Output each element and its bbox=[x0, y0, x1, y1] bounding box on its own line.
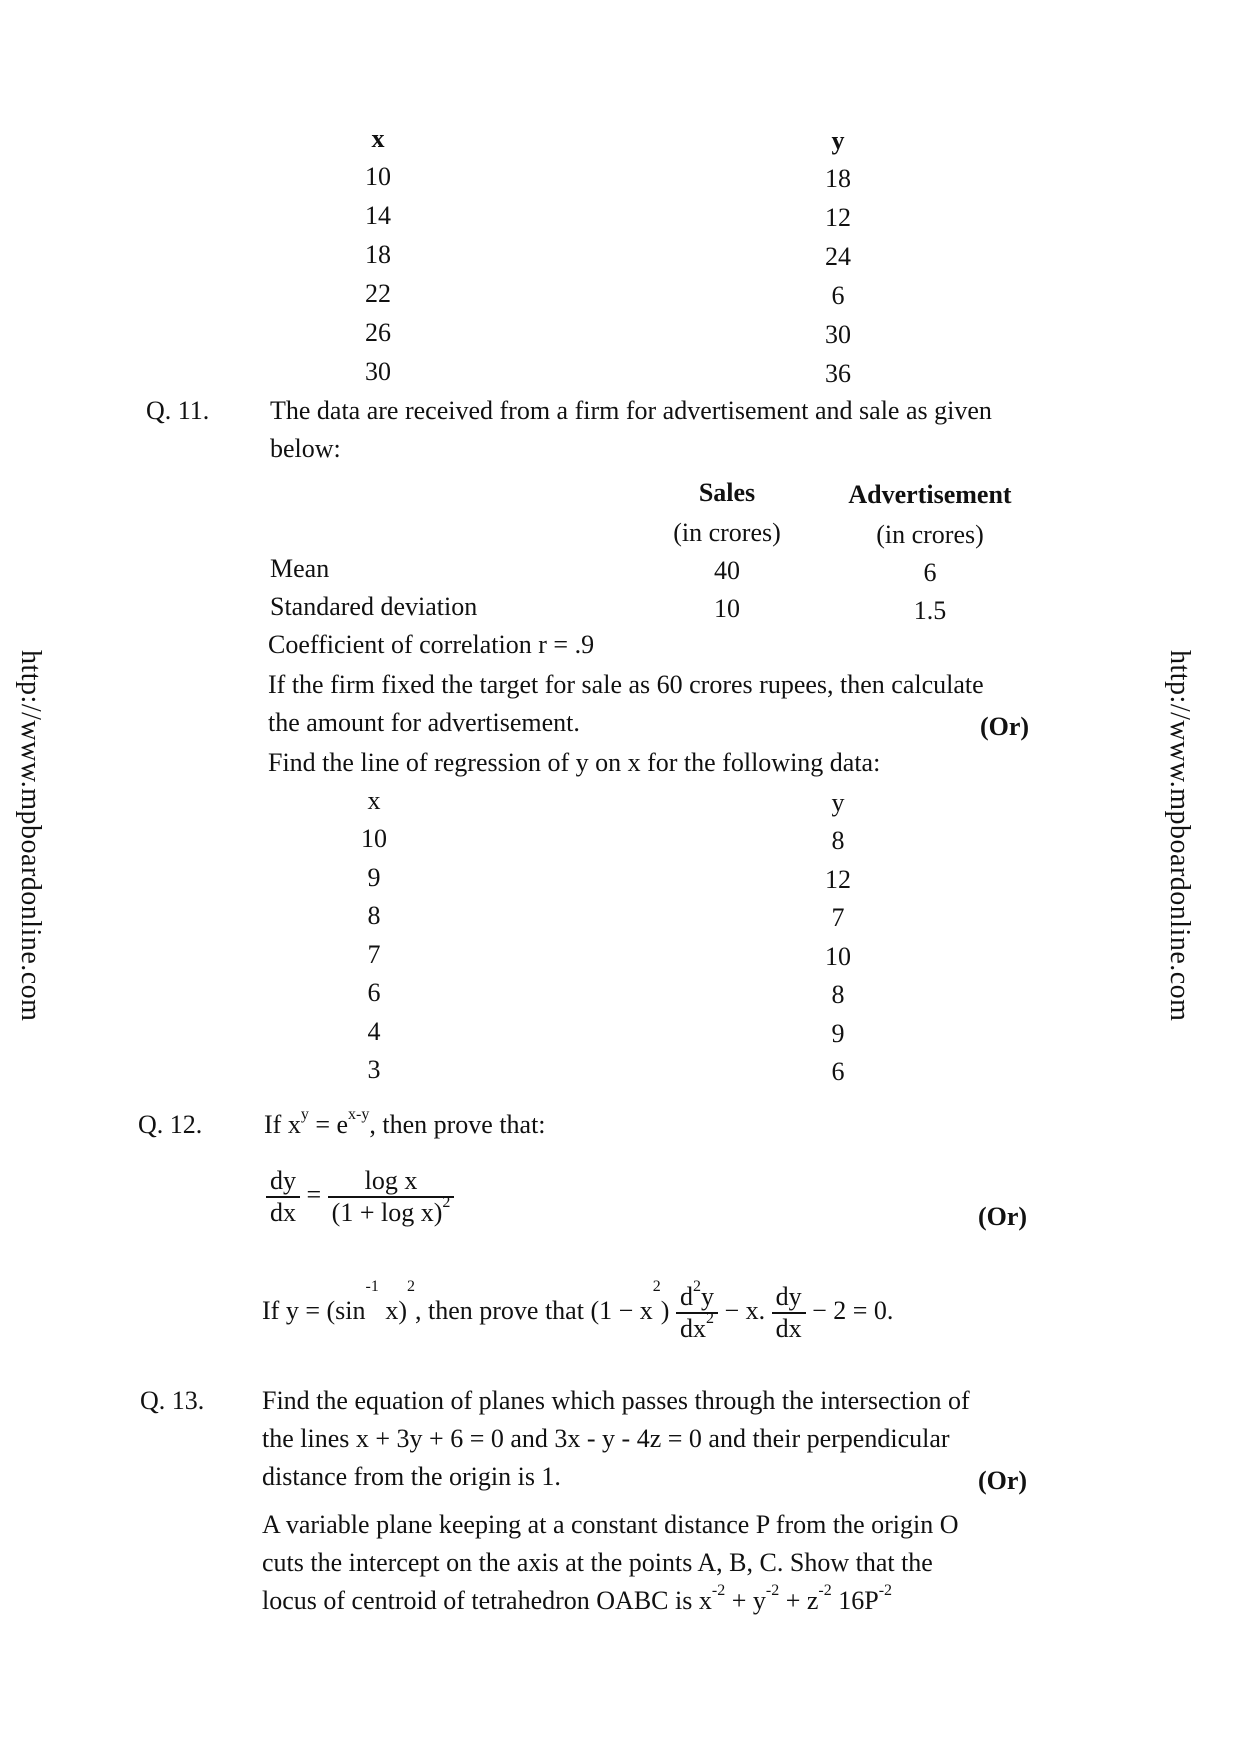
q12-statement bbox=[264, 1106, 546, 1140]
table2-x-cell: 10 bbox=[361, 824, 387, 853]
q11-sd-sales: 10 bbox=[714, 594, 740, 623]
q11-question-line1: If the firm fixed the target for sale as 60 crores rupees, then calculate bbox=[268, 670, 984, 699]
q12-part2-mid: x) bbox=[378, 1295, 407, 1325]
q11-mean-sales: 40 bbox=[714, 556, 740, 585]
q13-number: Q. 13. bbox=[140, 1386, 205, 1415]
dy-dx-fraction bbox=[266, 1166, 300, 1228]
dx2 bbox=[676, 1312, 718, 1344]
q12-minus-x: − x. bbox=[724, 1295, 766, 1325]
d2y-exp: 2 bbox=[692, 1278, 701, 1295]
q11-col1-title: Sales bbox=[698, 478, 756, 507]
q11-mean-adv: 6 bbox=[923, 558, 937, 587]
q11-row-mean: Mean bbox=[270, 554, 330, 583]
table1-x-cell: 18 bbox=[365, 240, 391, 269]
table1-y-header: y bbox=[831, 126, 845, 155]
q12-formula bbox=[266, 1166, 454, 1228]
den-exp: 2 bbox=[442, 1194, 451, 1211]
table2-y-cell: 8 bbox=[831, 980, 845, 1009]
table2-y-cell: 12 bbox=[825, 864, 851, 894]
table1-x-cell: 30 bbox=[365, 357, 391, 386]
table1-y-cell: 12 bbox=[825, 203, 851, 232]
table2-y-header: y bbox=[831, 788, 845, 817]
q12-eq-lhs-exp: y bbox=[300, 1106, 309, 1123]
table1-x-cell: 10 bbox=[365, 162, 391, 191]
q11-sd-adv: 1.5 bbox=[913, 596, 947, 625]
table2-x-cell: 4 bbox=[367, 1016, 381, 1046]
q13-alt-exp3: -2 bbox=[818, 1582, 832, 1599]
table1-x-cell: 14 bbox=[365, 201, 391, 230]
dy: dy bbox=[270, 1166, 296, 1195]
q11-number: Q. 11. bbox=[146, 396, 210, 425]
q13-alt-exp4: -2 bbox=[878, 1582, 893, 1599]
q13-alt-line1: A variable plane keeping at a constant distance P from the origin O bbox=[262, 1510, 959, 1539]
table2-x-cell: 9 bbox=[367, 862, 381, 892]
q12-if: If bbox=[264, 1110, 282, 1139]
table1-y-cell: 30 bbox=[825, 320, 851, 349]
q12-eq-mid: = e bbox=[308, 1110, 349, 1139]
q11-intro-line1: The data are received from a firm for advertisement and sale as given bbox=[270, 396, 992, 425]
q12-part2-exp: -1 bbox=[365, 1278, 379, 1295]
q12-part2-factor-exp: 2 bbox=[652, 1278, 661, 1295]
q13-alt-exp2: -2 bbox=[765, 1582, 780, 1599]
dy-2: dy bbox=[775, 1282, 802, 1311]
q11-correlation: Coefficient of correlation r = .9 bbox=[268, 630, 595, 659]
log-fraction bbox=[328, 1166, 455, 1228]
q13-or: (Or) bbox=[978, 1466, 1028, 1495]
table2-x-cell: 7 bbox=[367, 939, 381, 969]
q12-eq-lhs: x bbox=[287, 1110, 301, 1139]
q12-or: (Or) bbox=[978, 1202, 1028, 1231]
q13-line1: Find the equation of planes which passes through the intersection of bbox=[262, 1386, 970, 1415]
dx: dx bbox=[266, 1196, 300, 1228]
q12-part2-if: If y = (sin bbox=[262, 1295, 366, 1325]
q13-line2: the lines x + 3y + 6 = 0 and 3x - y - 4z = 0 and their perpendicular bbox=[262, 1424, 950, 1453]
log-denominator bbox=[328, 1196, 455, 1228]
q11-question-line2: the amount for advertisement. bbox=[268, 708, 580, 737]
table1-y-cell: 18 bbox=[825, 164, 851, 193]
d2y bbox=[676, 1278, 718, 1312]
q13-alt-line3-c: + z bbox=[779, 1586, 819, 1615]
q12-part2-factor-close: ) bbox=[660, 1295, 670, 1325]
table1-x-cell: 22 bbox=[365, 279, 391, 308]
q11-col2-unit: (in crores) bbox=[876, 520, 984, 549]
d2y-d: d bbox=[679, 1282, 693, 1311]
q12-part2-factor: (1 − x bbox=[590, 1295, 653, 1325]
table2-y-cell: 6 bbox=[831, 1057, 845, 1086]
table1-y-cell: 36 bbox=[825, 359, 851, 388]
table2-y-cell: 10 bbox=[825, 941, 851, 971]
q13-alt-line3-d: 16P bbox=[831, 1586, 879, 1615]
q12-part2-then: , then prove that bbox=[414, 1295, 584, 1325]
q12-tail: − 2 = 0. bbox=[812, 1295, 894, 1325]
dy-dx-fraction-2 bbox=[772, 1282, 806, 1344]
watermark-right: http://www.mpboardonline.com bbox=[1164, 650, 1195, 1022]
d2y-tail: y bbox=[700, 1282, 714, 1311]
table1-y-cell: 6 bbox=[831, 281, 845, 310]
table1-x-header: x bbox=[371, 124, 385, 153]
q12-number: Q. 12. bbox=[138, 1110, 203, 1139]
q13-alt-line2: cuts the intercept on the axis at the points A, B, C. Show that the bbox=[262, 1548, 933, 1577]
q13-alt-exp1: -2 bbox=[711, 1582, 726, 1599]
q11-col2-title: Advertisement bbox=[848, 480, 1012, 509]
q13-alt-line3 bbox=[262, 1582, 893, 1616]
d2y-dx2-fraction bbox=[676, 1278, 718, 1344]
dx2-exp: 2 bbox=[705, 1310, 714, 1327]
table2-x-header: x bbox=[367, 786, 381, 815]
q13-alt-line3-a: locus of centroid of tetrahedron OABC is x bbox=[262, 1586, 712, 1615]
table1-y-cell: 24 bbox=[825, 242, 851, 271]
q12-part2 bbox=[262, 1278, 894, 1344]
watermark-left: http://www.mpboardonline.com bbox=[15, 650, 46, 1022]
q12-part2-sq: 2 bbox=[406, 1278, 415, 1295]
dx2-dx: dx bbox=[679, 1314, 706, 1343]
q13-alt-line3-b: + y bbox=[725, 1586, 766, 1615]
table2-x-cell: 3 bbox=[367, 1055, 381, 1084]
logx: log x bbox=[364, 1166, 418, 1195]
dx-2: dx bbox=[772, 1312, 806, 1344]
q12-eq-rhs-exp: x-y bbox=[348, 1106, 370, 1123]
q12-then-prove: , then prove that: bbox=[369, 1110, 546, 1139]
q11-or: (Or) bbox=[980, 712, 1030, 741]
q11-alt-question: Find the line of regression of y on x for the following data: bbox=[268, 748, 881, 777]
denominator: (1 + log x) bbox=[331, 1198, 443, 1227]
table2-y-cell: 8 bbox=[831, 826, 845, 855]
table1-x-cell: 26 bbox=[365, 318, 391, 347]
table2-x-cell: 6 bbox=[367, 978, 381, 1007]
table2-y-cell: 9 bbox=[831, 1018, 845, 1048]
q11-col1-unit: (in crores) bbox=[673, 518, 781, 547]
q11-intro-line2: below: bbox=[270, 434, 341, 463]
table2-x-cell: 8 bbox=[367, 901, 381, 930]
equals: = bbox=[306, 1179, 322, 1209]
q11-row-sd: Standared deviation bbox=[270, 592, 478, 621]
q13-line3: distance from the origin is 1. bbox=[262, 1462, 561, 1491]
table2-y-cell: 7 bbox=[831, 903, 845, 932]
